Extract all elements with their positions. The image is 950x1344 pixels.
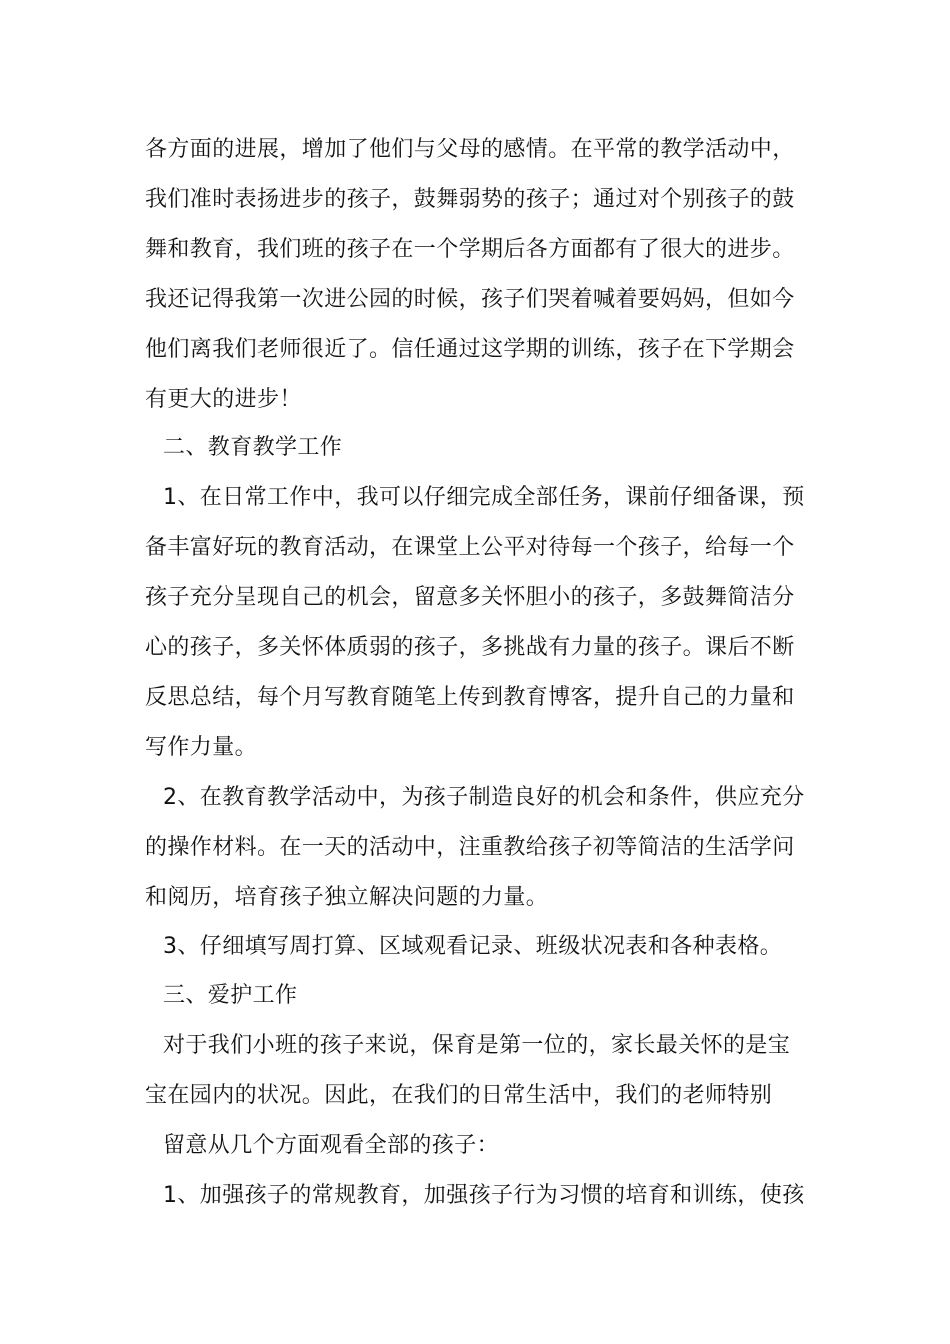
- text-line: 有更大的进步！: [145, 387, 302, 412]
- text-line: 我们准时表扬进步的孩子，鼓舞弱势的孩子；通过对个别孩子的鼓: [145, 187, 795, 212]
- text-line: 心的孩子，多关怀体质弱的孩子，多挑战有力量的孩子。课后不断: [145, 635, 795, 660]
- text-line: 反思总结，每个月写教育随笔上传到教育博客，提升自己的力量和: [145, 685, 795, 710]
- text-line: 的操作材料。在一天的活动中，注重教给孩子初等简洁的生活学问: [145, 835, 795, 860]
- text-line: 3、仔细填写周打算、区域观看记录、班级状况表和各种表格。: [163, 934, 783, 959]
- text-line: 2、在教育教学活动中，为孩子制造良好的机会和条件，供应充分: [163, 785, 805, 810]
- text-line: 1、在日常工作中，我可以仔细完成全部任务，课前仔细备课，预: [163, 485, 805, 510]
- text-line: 舞和教育，我们班的孩子在一个学期后各方面都有了很大的进步。: [145, 237, 795, 262]
- text-line: 我还记得我第一次进公园的时候，孩子们哭着喊着要妈妈，但如今: [145, 287, 795, 312]
- text-line: 孩子充分呈现自己的机会，留意多关怀胆小的孩子，多鼓舞简洁分: [145, 585, 795, 610]
- section-heading: 二、教育教学工作: [163, 435, 343, 460]
- text-line: 写作力量。: [145, 735, 258, 760]
- text-line: 各方面的进展，增加了他们与父母的感情。在平常的教学活动中，: [145, 137, 795, 162]
- text-line: 宝在园内的状况。因此，在我们的日常生活中，我们的老师特别: [145, 1083, 773, 1108]
- section-heading: 三、爱护工作: [163, 983, 298, 1008]
- text-line: 对于我们小班的孩子来说，保育是第一位的，家长最关怀的是宝: [163, 1033, 791, 1058]
- text-line: 和阅历，培育孩子独立解决问题的力量。: [145, 885, 549, 910]
- text-line: 备丰富好玩的教育活动，在课堂上公平对待每一个孩子，给每一个: [145, 535, 795, 560]
- text-line: 留意从几个方面观看全部的孩子：: [163, 1133, 500, 1158]
- text-line: 他们离我们老师很近了。信任通过这学期的训练，孩子在下学期会: [145, 337, 795, 362]
- text-line: 1、加强孩子的常规教育，加强孩子行为习惯的培育和训练，使孩: [163, 1183, 805, 1208]
